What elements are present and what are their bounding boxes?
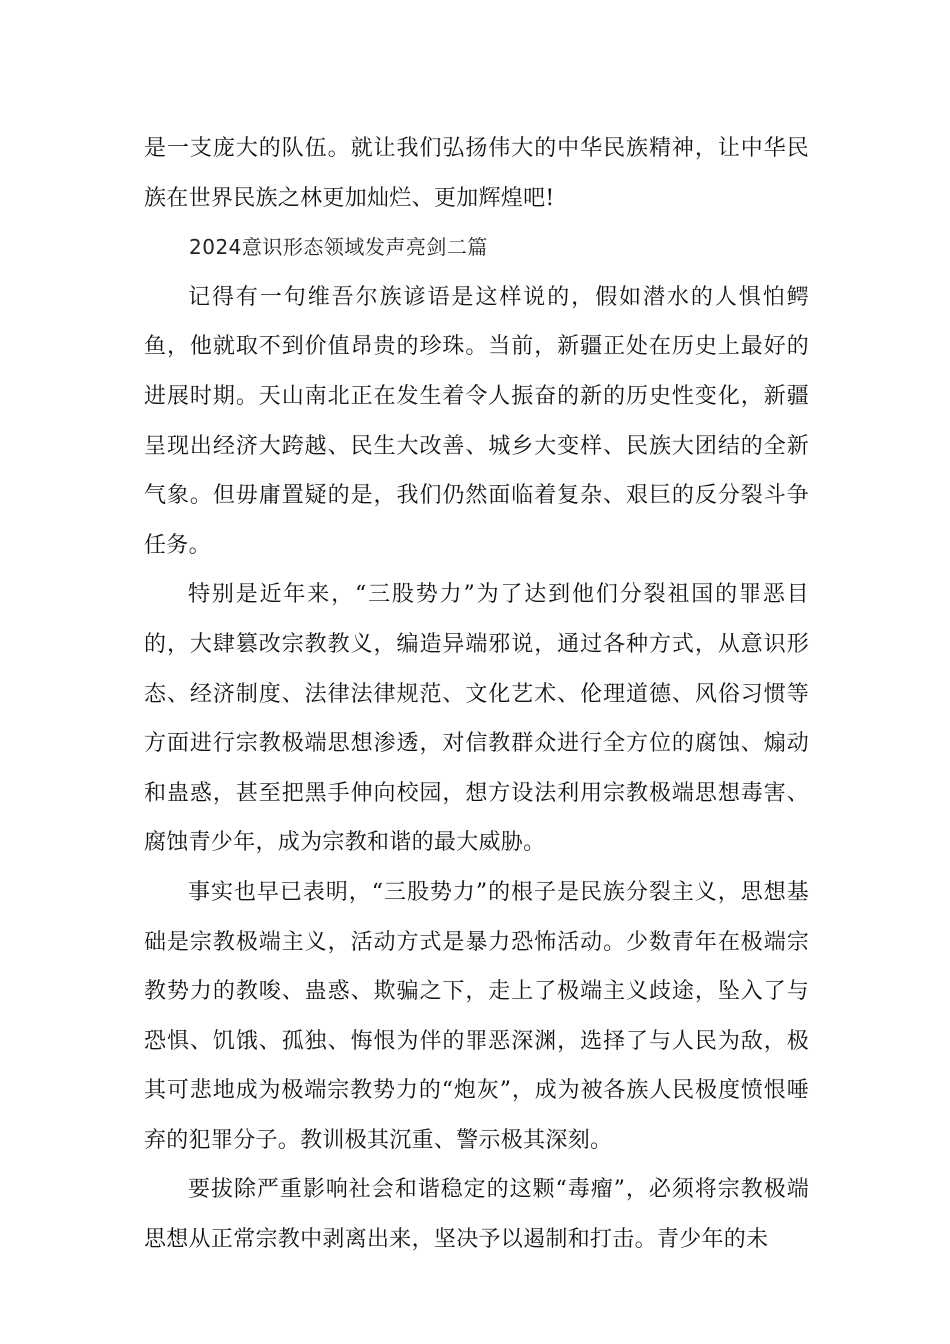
paragraph-continuation: 是一支庞大的队伍。就让我们弘扬伟大的中华民族精神，让中华民族在世界民族之林更加灿烂、更加辉煌吧!	[144, 136, 809, 211]
paragraph-three-forces: 特别是近年来，“三股势力”为了达到他们分裂祖国的罪恶目的，大肆篡改宗教教义，编造异端邪说，通过各种方式，从意识形态、经济制度、法律法律规范、文化艺术、伦理道德、风俗习惯等方面进行宗教极端思想渗透，对信教群众进行全方位的腐蚀、煽动和蛊惑，甚至把黑手伸向校园，想方设法利用宗教极端思想毒害、腐蚀青少年，成为宗教和谐的最大威胁。	[144, 582, 809, 856]
paragraph-uyghur-proverb: 记得有一句维吾尔族谚语是这样说的，假如潜水的人惧怕鳄鱼，他就取不到价值昂贵的珍珠。当前，新疆正处在历史上最好的进展时期。天山南北正在发生着令人振奋的新的历史性变化，新疆呈现出经济大跨越、民生大改善、城乡大变样、民族大团结的全新气象。但毋庸置疑的是，我们仍然面临着复杂、艰巨的反分裂斗争任务。	[144, 284, 809, 558]
section-heading: 2024意识形态领域发声亮剑二篇	[189, 235, 488, 260]
document-body	[144, 124, 809, 1265]
paragraph-facts: 事实也早已表明，“三股势力”的根子是民族分裂主义，思想基础是宗教极端主义，活动方式是暴力恐怖活动。少数青年在极端宗教势力的教唆、蛊惑、欺骗之下，走上了极端主义歧途，坠入了与恐惧、饥饿、孤独、悔恨为伴的罪恶深渊，选择了与人民为敌，极其可悲地成为极端宗教势力的“炮灰”，成为被各族人民极度愤恨唾弃的犯罪分子。教训极其沉重、警示极其深刻。	[144, 879, 809, 1153]
paragraph-eradicate: 要拔除严重影响社会和谐稳定的这颗“毒瘤”，必须将宗教极端思想从正常宗教中剥离出来，坚决予以遏制和打击。青少年的未	[144, 1177, 809, 1253]
